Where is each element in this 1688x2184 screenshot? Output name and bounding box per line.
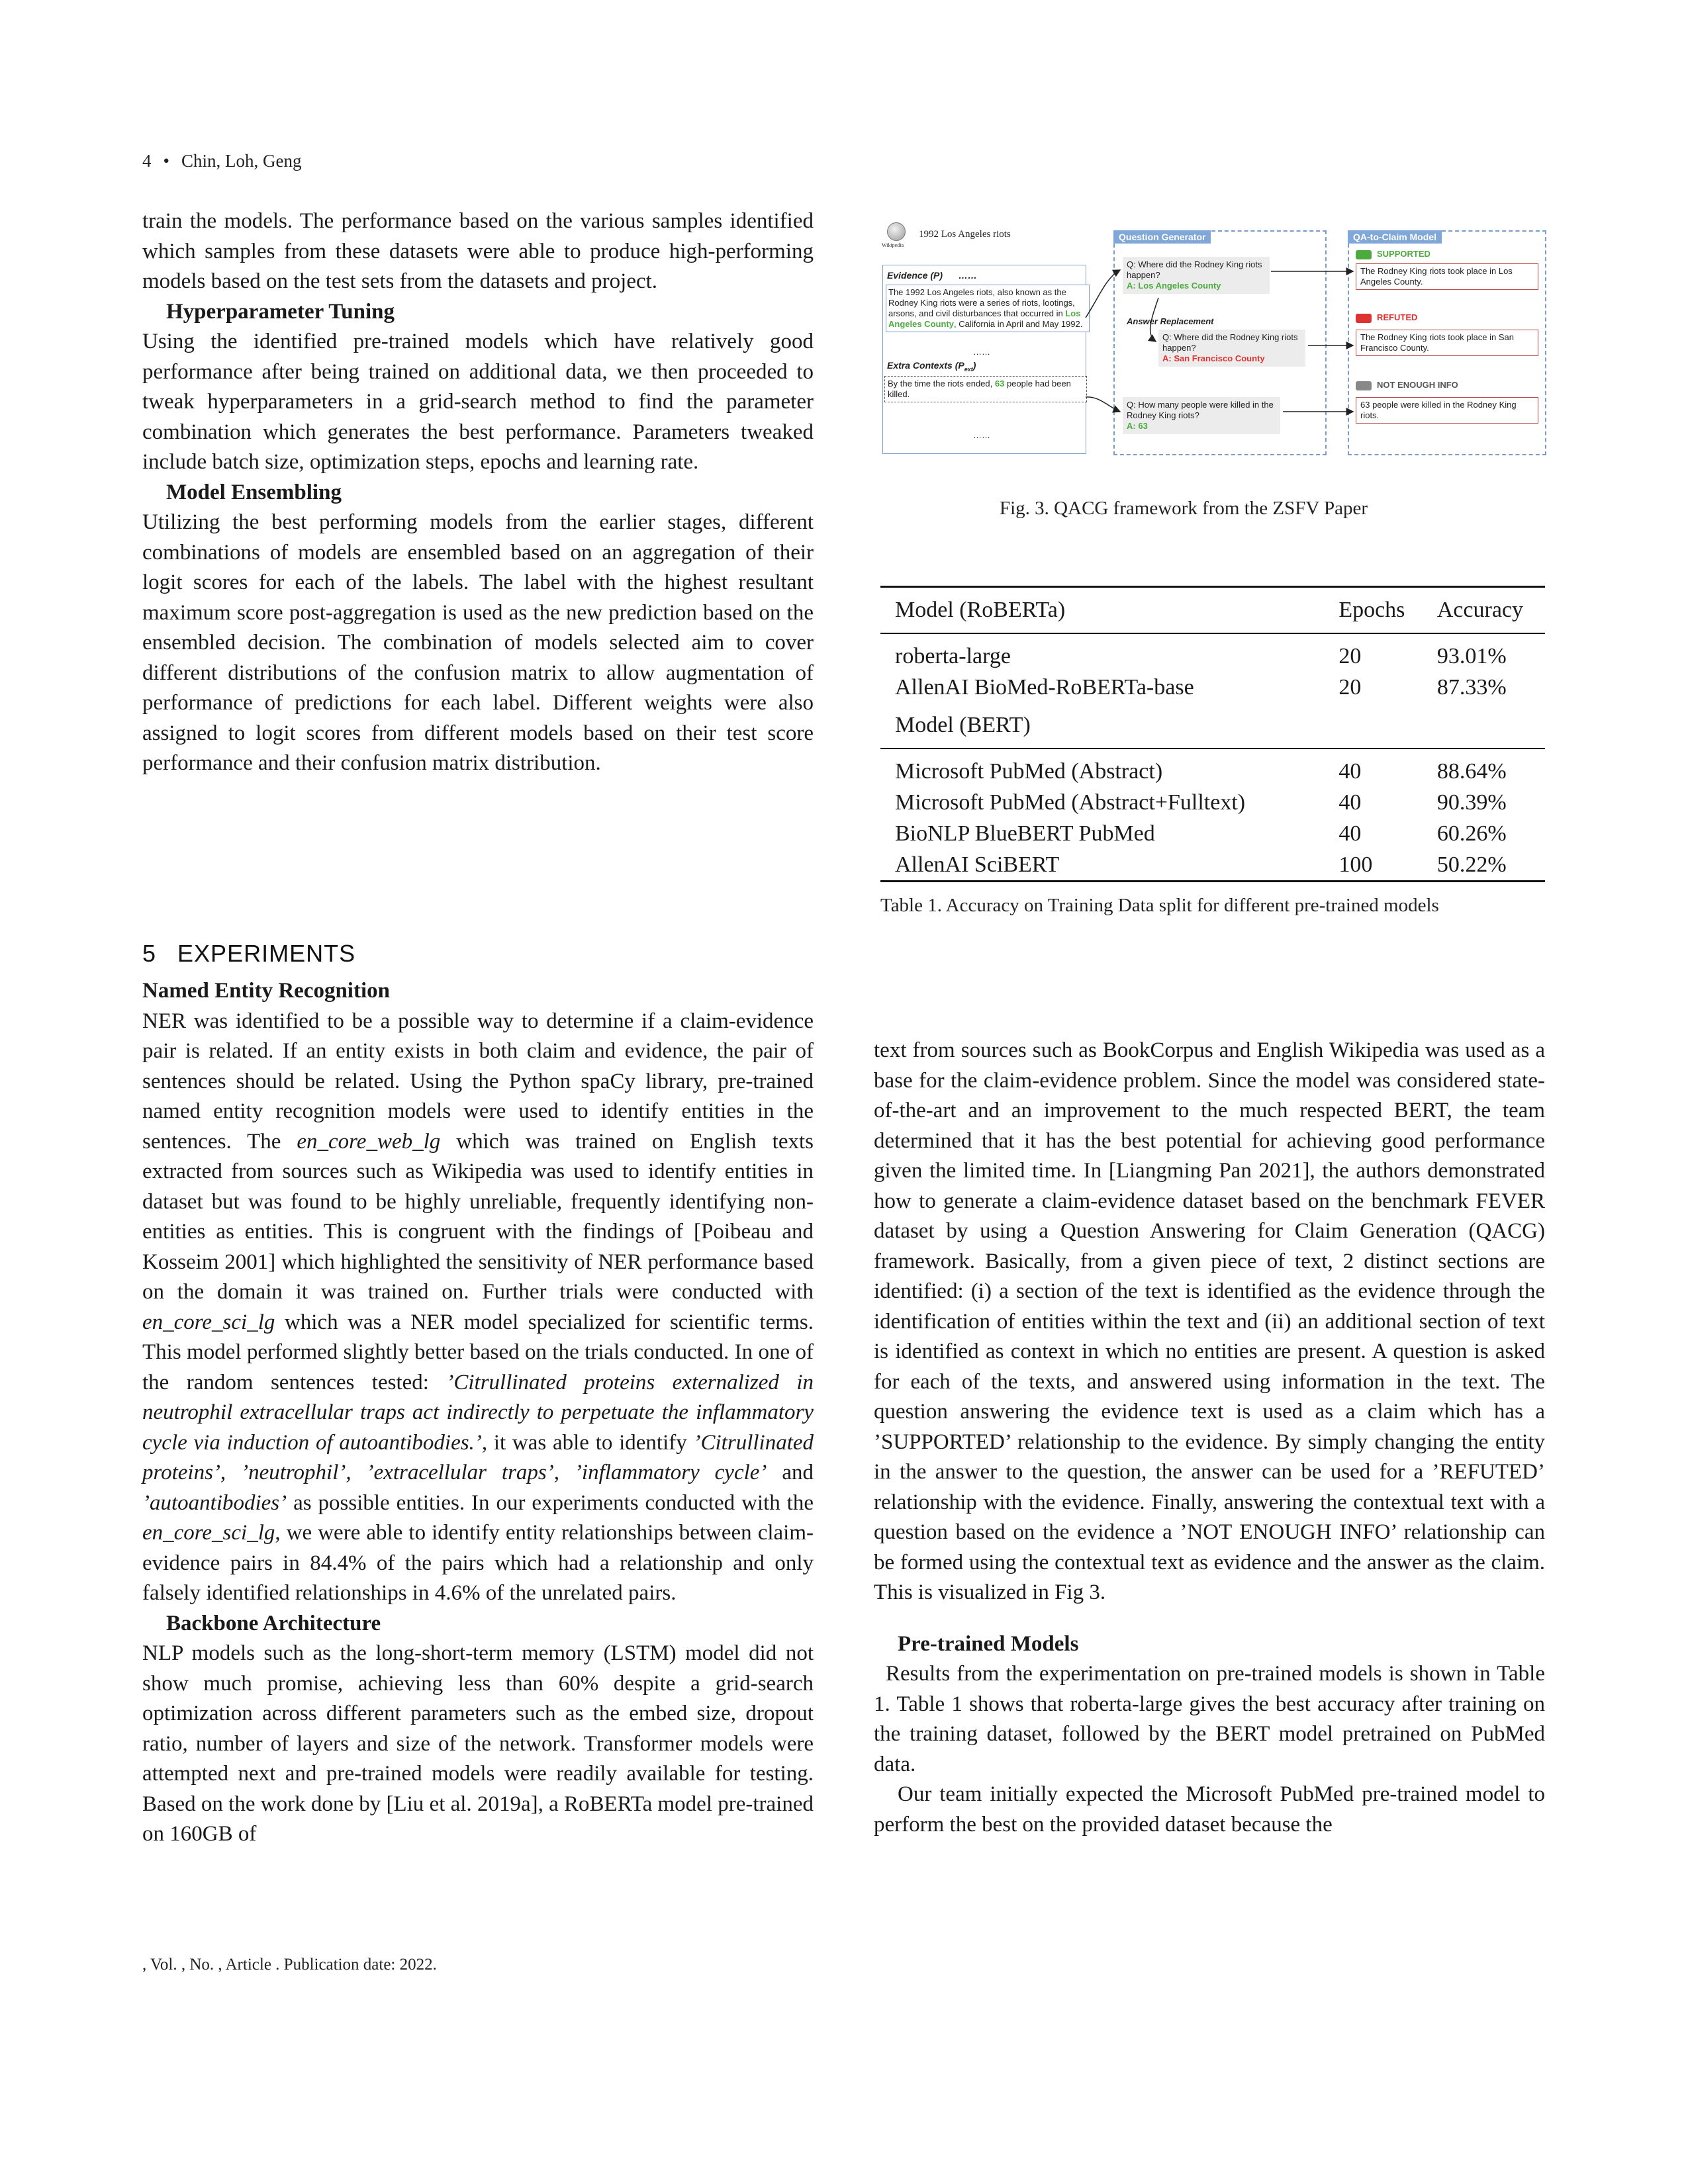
text-run: which was trained on English texts extracted from sources such as Wikipedia was used to identify entities in dataset but was found to be highly unreliable, frequently identifying non-entities as entities. This is congruent with the findings of [Poibeau and Kosseim 2001] which highlighted the sensitivity of NER performance based on the domain it was trained on. Further trials were conducted with: [142, 1129, 814, 1304]
table-cell: Microsoft PubMed (Abstract+Fulltext): [895, 790, 1246, 815]
text-run: people had been killed.: [888, 379, 1071, 399]
running-header: [142, 151, 301, 171]
ellipsis: ……: [973, 347, 990, 357]
claim-box: The Rodney King riots took place in Los Angeles County.: [1356, 263, 1538, 290]
table-cell: Microsoft PubMed (Abstract): [895, 759, 1163, 784]
model-name: en_core_sci_lg: [142, 1521, 275, 1545]
table-cell: 40: [1338, 821, 1362, 846]
answer-prefix: A:: [1127, 281, 1139, 291]
text-run: , we were able to identify entity relationships between claim-evidence pairs in 84.4% of the pairs which had a relationship and only falsely identified relationships in 4.6% of the unrelated pairs.: [142, 1521, 814, 1605]
table-row: [880, 818, 1545, 849]
figure-caption: Fig. 3. QACG framework from the ZSFV Paper: [1000, 498, 1368, 519]
table-cell: 50.22%: [1423, 849, 1545, 882]
paragraph: text from sources such as BookCorpus and English Wikipedia was used as a base for the claim-evidence problem. Since the model was considered state-of-the-art and an improvement to the much respected BERT, the team determined that it has the best potential for achieving good performance given the limited time. In [Liangming Pan 2021], the authors demonstrated how to generate a claim-evidence dataset based on the benchmark FEVER dataset by using a Question Answering for Claim Generation (QACG) framework. Basically, from a given piece of text, 2 distinct sections are identified: (i) a section of the text is identified as the evidence through the identification of entities within the text and (ii) an additional section of text is identified as context in which no entities are present. A question is asked for each of the texts, and answered using information in the text. The question answering the evidence text is used as a claim which has a ’SUPPORTED’ relationship to the evidence. By simply changing the entity in the answer to the question, the answer can be used for a ’REFUTED’ relationship with the evidence. Finally, answering the contextual text with a question based on the evidence a ’NOT ENOUGH INFO’ relationship can be formed using the contextual text as evidence and the answer as the claim. This is visualized in Fig 3.: [874, 1038, 1545, 1604]
table-cell: 60.26%: [1436, 821, 1507, 846]
question-text: Q: Where did the Rodney King riots happen?: [1162, 332, 1298, 353]
text-run: ): [972, 360, 976, 371]
section-heading: [142, 940, 355, 968]
subsection-heading-pretrained: Pre-trained Models: [898, 1631, 1079, 1656]
table-row: [880, 849, 1545, 882]
table-cell: AllenAI SciBERT: [880, 849, 1324, 882]
paragraph: NLP models such as the long-short-term memory (LSTM) model did not show much promise, achieving less than 60% despite a grid-search optimization across different parameters such as the embed size, dropout ratio, number of layers and size of the network. Transformer models were attempted next and pre-trained models were readily available for testing. Based on the work done by [Liu et al. 2019a], a RoBERTa model pre-trained on 160GB of: [142, 1641, 814, 1846]
claim-box: 63 people were killed in the Rodney King riots.: [1356, 397, 1538, 424]
entity-list: ’Citrullinated proteins’, ’neutrophil’, ’extracellular traps’, ’inflammatory cycle’: [142, 1430, 814, 1484]
header-separator: •: [163, 151, 169, 171]
column-header: Epochs: [1324, 587, 1423, 634]
table-cell: 40: [1338, 790, 1362, 815]
answer-replacement-label: Answer Replacement: [1127, 316, 1214, 326]
question-text: Q: How many people were killed in the Rodney King riots?: [1127, 400, 1274, 420]
table-cell: BioNLP BlueBERT PubMed: [895, 821, 1155, 846]
table-header-row: [880, 587, 1545, 634]
table-cell: [1423, 703, 1545, 749]
table-cell: 20: [1338, 644, 1362, 668]
ellipsis: ……: [958, 270, 977, 281]
left-column-top: [142, 206, 814, 779]
subscript: ext: [964, 365, 973, 373]
table-cell: 100: [1324, 849, 1423, 882]
header-authors: Chin, Loh, Geng: [181, 151, 302, 171]
table-cell: 88.64%: [1436, 759, 1507, 784]
answer-prefix: A:: [1127, 421, 1139, 431]
evidence-label-text: Evidence (P): [887, 270, 943, 281]
entity-highlight: Los Angeles County: [888, 308, 1081, 329]
answer-prefix: A:: [1162, 353, 1174, 363]
section-number: 5: [142, 940, 157, 967]
table-cell: AllenAI BioMed-RoBERTa-base: [895, 675, 1194, 700]
table-cell: 40: [1338, 759, 1362, 784]
model-name: en_core_web_lg: [297, 1129, 441, 1154]
table-cell: 90.39%: [1436, 790, 1507, 815]
claim-box: The Rodney King riots took place in San Francisco County.: [1356, 330, 1538, 356]
wikipedia-wordmark: Wikipedia: [882, 242, 904, 248]
table-row: [880, 756, 1545, 787]
label-text: SUPPORTED: [1377, 249, 1430, 259]
right-column-bottom: [874, 1036, 1545, 1840]
answer-text: San Francisco County: [1174, 353, 1265, 363]
label-text: REFUTED: [1377, 312, 1418, 322]
table-group-header: [880, 703, 1545, 749]
figure-qacg: [880, 218, 1546, 463]
example-sentence: ’Citrullinated proteins externalized in neutrophil extracellular traps act indirectly to perpetuate the inflammatory cycle via induction of autoantibodies.’: [142, 1370, 814, 1455]
table-row: [880, 787, 1545, 818]
table-cell: [1324, 703, 1423, 749]
question-text: Q: Where did the Rodney King riots happen?: [1127, 259, 1262, 280]
text-run: and: [767, 1461, 814, 1484]
entity-highlight: 63: [994, 379, 1005, 388]
label-text: NOT ENOUGH INFO: [1377, 380, 1458, 390]
table-cell: 87.33%: [1436, 675, 1507, 700]
subsection-heading-hyperparameter: Hyperparameter Tuning: [166, 299, 395, 324]
table-caption: Table 1. Accuracy on Training Data split for different pre-trained models: [880, 895, 1439, 916]
page-footer: , Vol. , No. , Article . Publication date: 2022.: [142, 1956, 437, 1974]
text-run: By the time the riots ended,: [888, 379, 995, 388]
subsection-heading-ner: Named Entity Recognition: [142, 979, 390, 1003]
qa-to-claim-title: QA-to-Claim Model: [1348, 230, 1442, 244]
answer-text: Los Angeles County: [1138, 281, 1221, 291]
entity-list: ’autoantibodies’: [142, 1490, 287, 1515]
question-generator-title: Question Generator: [1113, 230, 1211, 244]
table-cell: 20: [1338, 675, 1362, 700]
answer-text: 63: [1138, 421, 1148, 431]
paragraph: train the models. The performance based on the various samples identified which samples from these datasets were able to produce high-performing models based on the test sets from the datasets and project.: [142, 209, 814, 293]
page-number: 4: [142, 151, 152, 171]
paragraph: Utilizing the best performing models from the earlier stages, different combinations of models are ensembled based on an aggregation of their logit scores for each of the labels. The label with the highest resultant maximum score post-aggregation is used as the new prediction based on the ensembled decision. The combination of models selected aim to cover different distributions of the confusion matrix to allow augmentation of performance of predictions for each label. Different weights were also assigned to logit scores from different models based on their test score performance and their confusion matrix distribution.: [142, 510, 814, 775]
text-run: Extra Contexts (P: [887, 360, 964, 371]
text-run: which was a NER model specialized for scientific terms. This model performed slightly better based on the trials conducted. In one of the random sentences tested:: [142, 1310, 814, 1394]
column-header: Accuracy: [1423, 587, 1545, 634]
left-column-bottom: [142, 976, 814, 1850]
model-name: en_core_sci_lg: [142, 1310, 275, 1334]
paragraph: Using the identified pre-trained models which have relatively good performance after being trained on additional data, we then proceeded to tweak hyperparameters in a grid-search method to find the parameter combination which generates the best performance. Parameters tweaked include batch size, optimization steps, epochs and learning rate.: [142, 330, 814, 474]
results-table: [880, 586, 1545, 882]
section-title: EXPERIMENTS: [177, 940, 356, 967]
text-run: , it was able to identify: [481, 1430, 694, 1455]
table-cell: 93.01%: [1436, 644, 1507, 668]
flow-arrows: [880, 218, 1546, 463]
text-run: , California in April and May 1992.: [953, 319, 1083, 329]
table-row: [880, 672, 1545, 703]
subsection-heading-ensembling: Model Ensembling: [166, 480, 342, 504]
paragraph-ner: [142, 1007, 814, 1609]
table-row: [880, 641, 1545, 672]
table-cell: roberta-large: [895, 644, 1011, 668]
ellipsis: ……: [973, 430, 990, 440]
text-run: NER was identified to be a possible way to determine if a claim-evidence pair is related. If an entity exists in both claim and evidence, the pair of sentences should be related. Using the Python spaCy library, pre-trained named entity recognition models were used to identify entities in the sentences. The: [142, 1009, 814, 1154]
paragraph: Results from the experimentation on pre-trained models is shown in Table 1. Table 1 shows that roberta-large gives the best accuracy after training on the training dataset, followed by the BERT model pretrained on PubMed data.: [874, 1662, 1545, 1776]
subsection-heading-backbone: Backbone Architecture: [166, 1611, 381, 1635]
wiki-article-title: 1992 Los Angeles riots: [919, 229, 1011, 240]
group-header: Model (BERT): [880, 703, 1324, 749]
paragraph: Our team initially expected the Microsoft PubMed pre-trained model to perform the best on the provided dataset because the: [874, 1782, 1545, 1837]
text-run: The 1992 Los Angeles riots, also known as the Rodney King riots were a series of riots, lootings, arsons, and civil disturbances that occurred in: [888, 287, 1075, 318]
column-header: Model (RoBERTa): [880, 587, 1324, 634]
text-run: as possible entities. In our experiments conducted with the: [287, 1490, 814, 1515]
